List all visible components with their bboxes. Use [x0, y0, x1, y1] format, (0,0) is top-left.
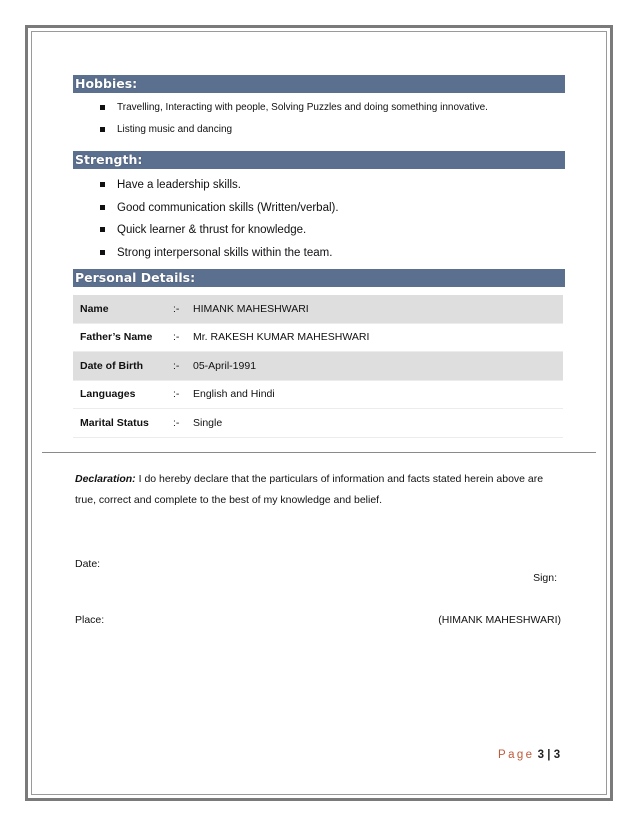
detail-label: Father’s Name: [73, 323, 173, 352]
table-row: [73, 380, 563, 409]
personal-details-table: [73, 295, 563, 438]
detail-separator: :-: [173, 409, 193, 438]
list-item: Travelling, Interacting with people, Solving Puzzles and doing something innovative.: [100, 101, 488, 123]
page-divider: |: [547, 749, 551, 761]
personal-details-heading: Personal Details:: [73, 269, 565, 287]
list-item: Quick learner & thrust for knowledge.: [100, 222, 339, 245]
detail-value: Single: [193, 409, 563, 438]
signatory-name: (HIMANK MAHESHWARI): [438, 614, 561, 626]
sign-label: Sign:: [533, 572, 557, 584]
detail-separator: :-: [173, 295, 193, 323]
table-row: [73, 323, 563, 352]
detail-separator: :-: [173, 323, 193, 352]
detail-value: 05-April-1991: [193, 352, 563, 381]
page-total: 3: [553, 749, 561, 761]
detail-separator: :-: [173, 380, 193, 409]
section-divider: [42, 452, 596, 453]
page-number: 3: [537, 749, 545, 761]
detail-label: Date of Birth: [73, 352, 173, 381]
detail-label: Languages: [73, 380, 173, 409]
list-item: Have a leadership skills.: [100, 177, 339, 200]
detail-label: Marital Status: [73, 409, 173, 438]
list-item: Listing music and dancing: [100, 123, 488, 145]
declaration-text: I do hereby declare that the particulars of information and facts stated herein above are true, correct and complete to the best of my knowledge and belief.: [75, 473, 544, 506]
detail-value: Mr. RAKESH KUMAR MAHESHWARI: [193, 323, 563, 352]
hobbies-list: [100, 101, 488, 145]
list-item: Good communication skills (Written/verbal).: [100, 200, 339, 223]
declaration-label: Declaration:: [75, 473, 136, 485]
strength-list: [100, 177, 339, 267]
place-label: Place:: [75, 614, 105, 626]
hobbies-heading: Hobbies:: [73, 75, 565, 93]
list-item: Strong interpersonal skills within the team.: [100, 245, 339, 268]
detail-label: Name: [73, 295, 173, 323]
detail-value: English and Hindi: [193, 380, 563, 409]
strength-heading: Strength:: [73, 151, 565, 169]
date-label: Date:: [75, 558, 101, 570]
detail-value: HIMANK MAHESHWARI: [193, 295, 563, 323]
detail-separator: :-: [173, 352, 193, 381]
declaration: [75, 469, 565, 511]
page-word: Page: [498, 749, 535, 761]
table-row: [73, 352, 563, 381]
page-footer: [498, 749, 560, 761]
table-row: [73, 409, 563, 438]
table-row: [73, 295, 563, 323]
